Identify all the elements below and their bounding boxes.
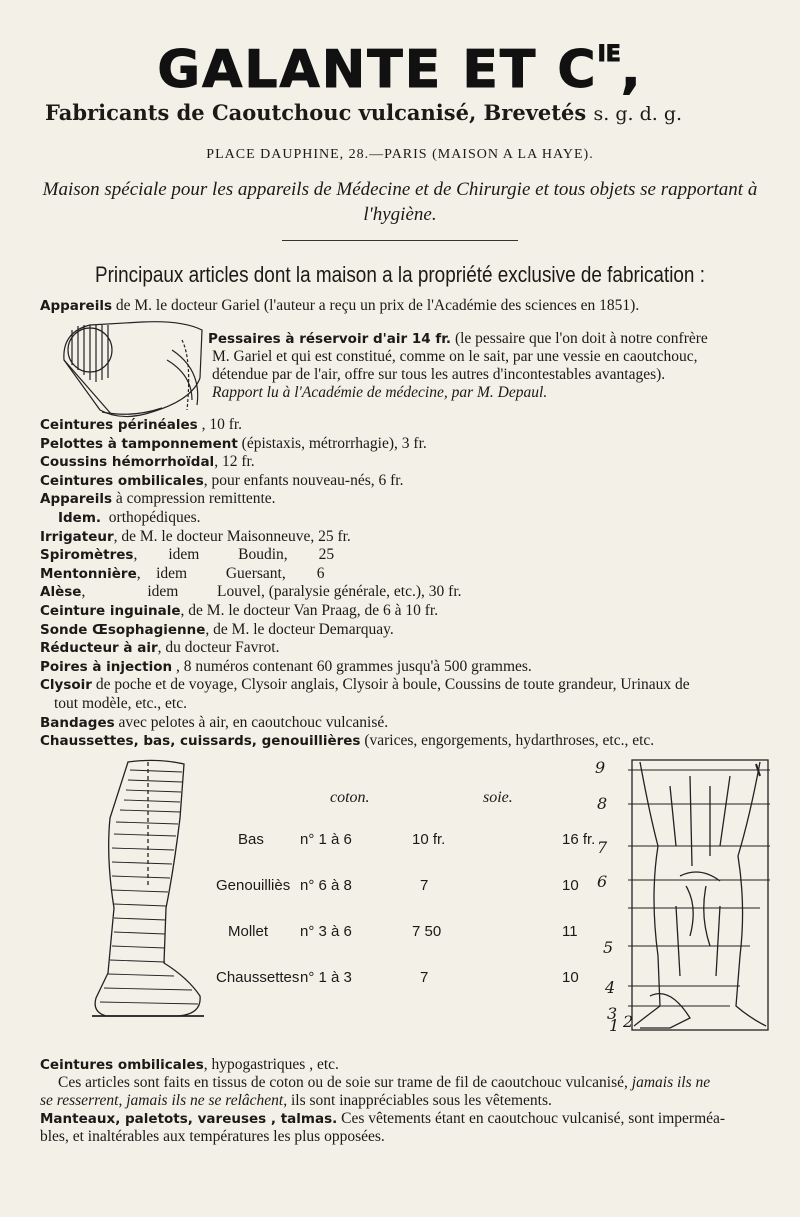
leg-bandage-illustration — [610, 756, 776, 1042]
figure-number: 1 — [609, 1016, 620, 1035]
price-table — [216, 816, 595, 1000]
pessaires-line3: détendue par de l'air, offre sur tous les autres d'incontestables avantages). — [212, 366, 666, 383]
list-item: Idem. orthopédiques. — [58, 508, 201, 526]
table-cell: 11 — [562, 922, 578, 940]
list-item: Spiromètres, idem Boudin, 25 — [40, 546, 335, 564]
table-row — [216, 816, 595, 862]
list-item: Ceinture inguinale, de M. le docteur Van Praag, de 6 à 10 fr. — [40, 601, 439, 619]
company-address: PLACE DAUPHINE, 28.—PARIS (MAISON A LA HAYE). — [206, 147, 594, 162]
footer-line4: Manteaux, paletots, vareuses , talmas. Ces vêtements étant en caoutchouc vulcanisé, sont imperméa- — [40, 1110, 726, 1127]
pessaires-line2: M. Gariel et qui est constitué, comme on le sait, par une vessie en caoutchouc, — [212, 348, 698, 365]
table-cell: 16 fr. — [562, 830, 596, 848]
footer-line1: Ceintures ombilicales, hypogastriques , etc. — [40, 1056, 339, 1073]
list-item: Pelottes à tamponnement (épistaxis, métrorrhagie), 3 fr. — [40, 434, 427, 452]
footer-line2: Ces articles sont faits en tissus de coton ou de soie sur trame de fil de caoutchouc vulcanisé, jamais ils ne — [58, 1074, 711, 1091]
footer-line3: se resserrent, jamais ils ne se relâchent, ils sont inappréciables sous les vêtements. — [40, 1092, 552, 1109]
pessary-illustration — [42, 320, 207, 420]
table-cell: n° 1 à 6 — [300, 830, 352, 848]
table-cell: 7 — [420, 876, 429, 894]
figure-number: 7 — [597, 838, 608, 857]
table-row — [216, 908, 595, 954]
table-header-coton: coton. — [330, 789, 370, 806]
table-cell: n° 1 à 3 — [300, 968, 352, 986]
list-item: Appareils à compression remittente. — [40, 490, 276, 508]
table-cell: n° 3 à 6 — [300, 922, 352, 940]
figure-number: 2 — [623, 1012, 634, 1031]
list-item: Mentonnière, idem Guersant, 6 — [40, 564, 325, 582]
table-cell: Mollet — [228, 922, 269, 940]
figure-number: 3 — [607, 1004, 618, 1023]
company-title: GALANTE ET $C^{IE}$, — [157, 40, 643, 100]
list-item: Réducteur à air, du docteur Favrot. — [40, 639, 280, 657]
list-item: Sonde Œsophagienne, de M. le docteur Demarquay. — [40, 620, 394, 638]
table-cell: 10 — [562, 876, 579, 894]
table-cell: Genouilliès — [216, 876, 291, 894]
intro-text: Maison spéciale pour les appareils de Médecine et de Chirurgie et tous objets se rapportant à l'hygiène. — [42, 179, 758, 225]
table-cell: n° 6 à 8 — [300, 876, 352, 894]
list-item: Poires à injection , 8 numéros contenant 60 grammes jusqu'à 500 grammes. — [40, 657, 532, 675]
table-row — [216, 954, 595, 1000]
company-subtitle: Fabricants de Caoutchouc vulcanisé, Brevetés s. g. d. g. — [45, 100, 683, 125]
list-item: tout modèle, etc., etc. — [54, 694, 187, 712]
table-cell: Bas — [238, 830, 264, 848]
leg-figure-numbers — [595, 758, 634, 1035]
gariel-line: Appareils de M. le docteur Gariel (l'auteur a reçu un prix de l'Académie des sciences en 1851). — [40, 297, 640, 314]
table-cell: 7 — [420, 968, 429, 986]
figure-number: 9 — [595, 758, 606, 777]
stocking-illustration — [88, 758, 206, 1020]
figure-number: 8 — [597, 794, 608, 813]
divider — [282, 240, 518, 241]
footer-line5: bles, et inaltérables aux températures les plus opposées. — [40, 1128, 385, 1145]
figure-number: 5 — [603, 938, 614, 957]
table-cell: 7 50 — [412, 922, 442, 940]
list-item: Chaussettes, bas, cuissards, genouillières (varices, engorgements, hydarthroses, etc., etc. — [40, 732, 655, 750]
list-item: Ceintures ombilicales, pour enfants nouveau-nés, 6 fr. — [40, 471, 404, 489]
list-item: Clysoir de poche et de voyage, Clysoir anglais, Clysoir à boule, Coussins de toute grandeur, Urinaux de — [40, 676, 690, 694]
figure-number: 4 — [605, 978, 616, 997]
list-item: Ceintures périnéales , 10 fr. — [40, 416, 243, 433]
list-item: Bandages avec pelotes à air, en caoutchouc vulcanisé. — [40, 713, 389, 731]
pessaires-line1: Pessaires à réservoir d'air 14 fr. (le pessaire que l'on doit à notre confrère — [208, 330, 708, 347]
list-item: Coussins hémorrhoïdal, 12 fr. — [40, 453, 255, 471]
list-item: Irrigateur, de M. le docteur Maisonneuve, 25 fr. — [40, 527, 351, 545]
list-item: Alèse, idem Louvel, (paralysie générale, etc.), 30 fr. — [40, 583, 462, 601]
articles-list — [40, 416, 690, 751]
table-cell: 10 fr. — [412, 830, 446, 848]
table-cell: Chaussettes — [216, 968, 300, 986]
table-row — [216, 862, 595, 908]
figure-number: 6 — [597, 872, 608, 891]
table-cell: 10 — [562, 968, 579, 986]
pessaires-line4: Rapport lu à l'Académie de médecine, par M. Depaul. — [212, 384, 548, 401]
section-heading: Principaux articles dont la maison a la propriété exclusive de fabrication : — [95, 262, 705, 287]
table-header-soie: soie. — [483, 789, 513, 806]
